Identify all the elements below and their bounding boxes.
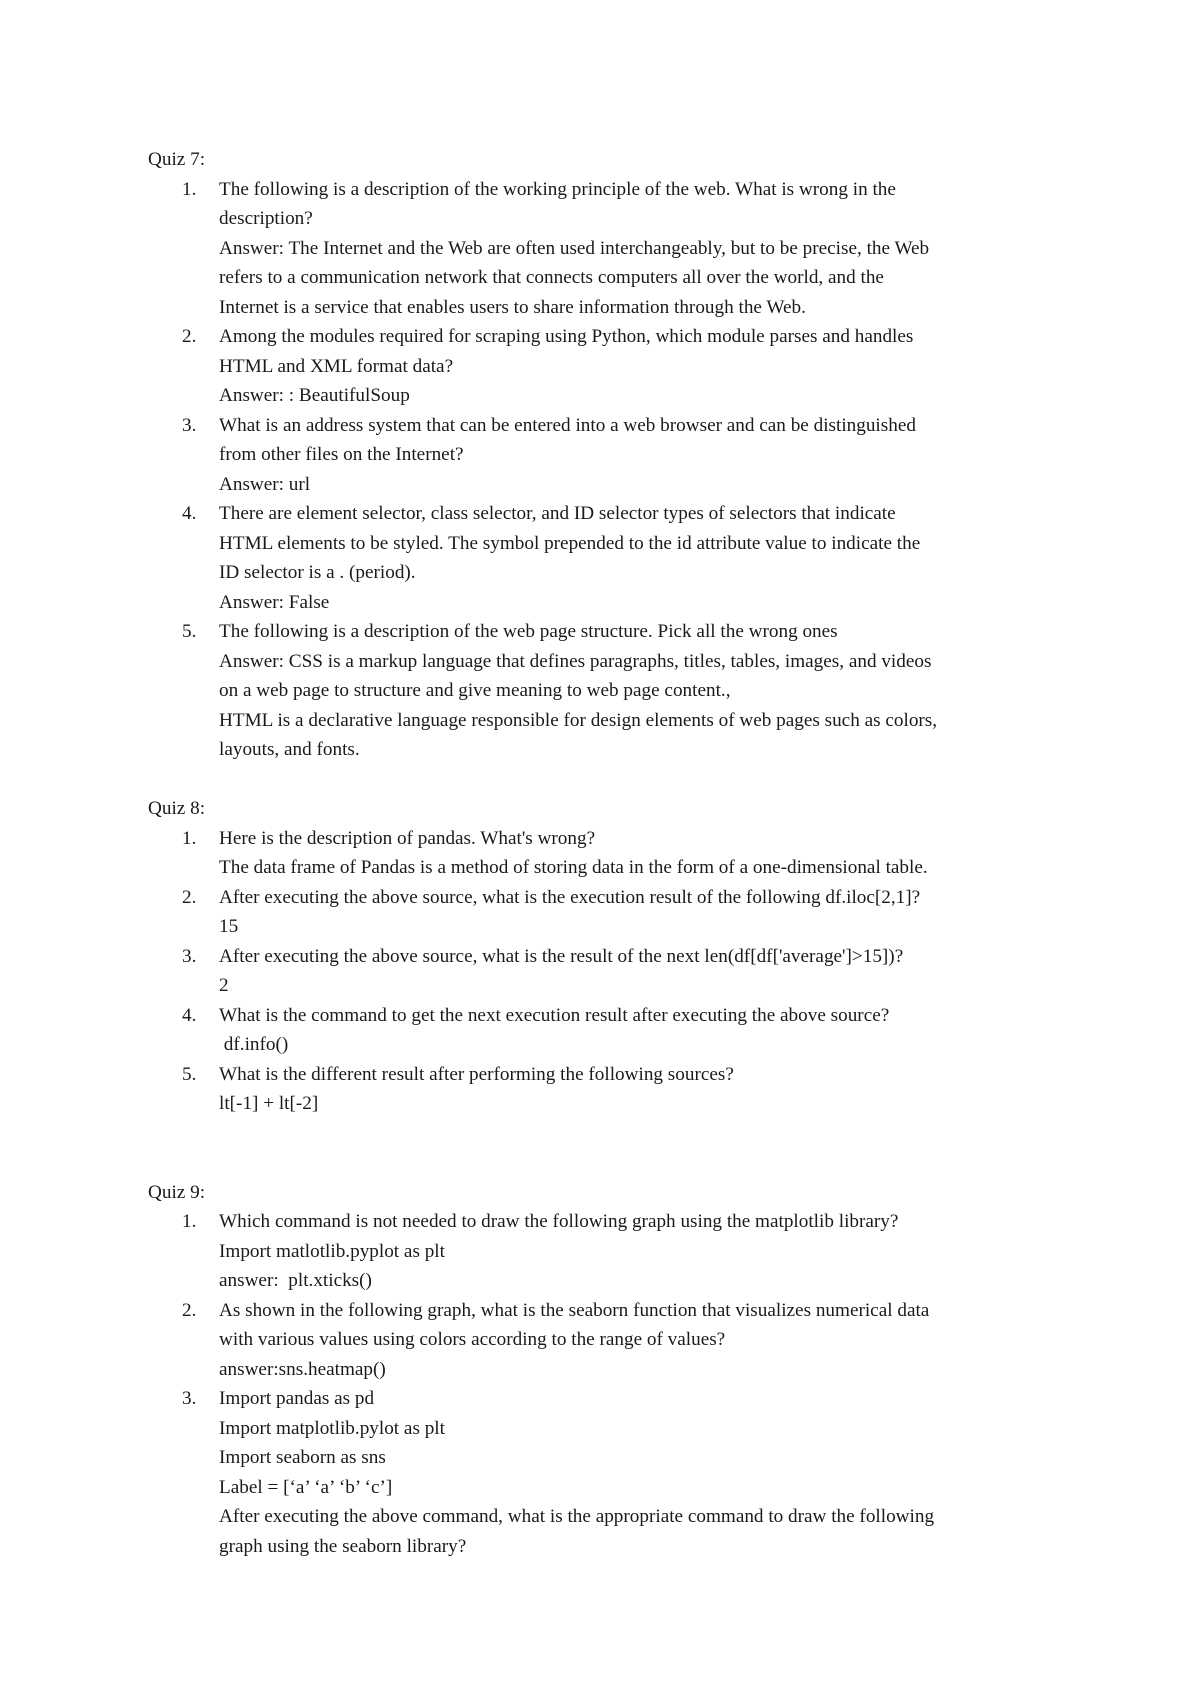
quiz-title: Quiz 7:	[148, 149, 206, 170]
quiz-title: Quiz 9:	[148, 1181, 206, 1203]
question-line: As shown in the following graph, what is the seaborn function that visualizes numerical data	[219, 1299, 930, 1321]
question-line: The following is a description of the working principle of the web. What is wrong in the	[219, 178, 896, 200]
answer-line: Answer: False	[219, 591, 330, 613]
question-list	[148, 175, 1068, 765]
quiz-8-section	[148, 794, 1068, 1119]
question-item	[148, 1296, 1068, 1385]
question-item	[148, 175, 1068, 323]
question-line: HTML and XML format data?	[219, 355, 454, 377]
section-spacer	[148, 765, 1068, 795]
document-page	[148, 145, 1068, 1561]
code-line: Import pandas as pd	[219, 1388, 375, 1409]
question-number: 2.	[182, 1299, 197, 1321]
question-number: 1.	[182, 1211, 197, 1232]
question-line: What is the command to get the next execution result after executing the above source?	[219, 1004, 890, 1026]
question-line: After executing the above source, what is the result of the next len(df[df['average']>15])?	[219, 945, 904, 967]
question-number: 1.	[182, 178, 197, 200]
question-number: 4.	[182, 1004, 197, 1026]
question-line: from other files on the Internet?	[219, 444, 464, 465]
question-list	[148, 824, 1068, 1119]
question-line: ID selector is a . (period).	[219, 562, 416, 583]
question-number: 2.	[182, 886, 197, 908]
answer-line: layouts, and fonts.	[219, 739, 360, 760]
question-number: 3.	[182, 1388, 197, 1409]
answer-line: Answer: url	[219, 473, 311, 495]
question-list	[148, 1207, 1068, 1561]
code-line: Import matplotlib.pylot as plt	[219, 1417, 445, 1439]
answer-line: answer: plt.xticks()	[219, 1270, 372, 1291]
answer-line: Answer: The Internet and the Web are often used interchangeably, but to be precise, the Web	[219, 237, 930, 259]
question-item	[148, 942, 1068, 1001]
code-line: Label = [‘a’ ‘a’ ‘b’ ‘c’]	[219, 1476, 393, 1498]
section-spacer	[148, 1119, 1068, 1178]
question-number: 3.	[182, 945, 197, 967]
quiz-9-section	[148, 1178, 1068, 1562]
code-line: Import seaborn as sns	[219, 1447, 386, 1468]
question-line: After executing the above source, what is the execution result of the following df.iloc[2,1]?	[219, 886, 921, 908]
answer-line: Internet is a service that enables users to share information through the Web.	[219, 296, 806, 318]
quiz-title: Quiz 8:	[148, 798, 206, 819]
question-number: 5.	[182, 1063, 197, 1085]
question-line: description?	[219, 208, 313, 229]
question-item	[148, 824, 1068, 883]
question-line: The following is a description of the web page structure. Pick all the wrong ones	[219, 621, 838, 642]
question-item	[148, 617, 1068, 765]
question-line: What is the different result after performing the following sources?	[219, 1063, 734, 1085]
question-line: After executing the above command, what is the appropriate command to draw the following	[219, 1506, 935, 1527]
answer-line: The data frame of Pandas is a method of storing data in the form of a one-dimensional table.	[219, 857, 928, 878]
question-line: Here is the description of pandas. What's wrong?	[219, 827, 596, 849]
answer-line: on a web page to structure and give meaning to web page content.,	[219, 680, 731, 701]
question-number: 5.	[182, 621, 197, 642]
answer-line: lt[-1] + lt[-2]	[219, 1093, 319, 1114]
question-line: What is an address system that can be entered into a web browser and can be distinguished	[219, 414, 916, 436]
question-item	[148, 1207, 1068, 1296]
code-line: Import matlotlib.pyplot as plt	[219, 1240, 445, 1262]
answer-line: 15	[219, 916, 239, 937]
answer-line: Answer: : BeautifulSoup	[219, 385, 410, 406]
question-line: Among the modules required for scraping using Python, which module parses and handles	[219, 326, 914, 347]
question-item	[148, 322, 1068, 411]
question-line: HTML elements to be styled. The symbol prepended to the id attribute value to indicate the	[219, 532, 921, 554]
question-item	[148, 1060, 1068, 1119]
question-item	[148, 1384, 1068, 1561]
question-line: There are element selector, class selector, and ID selector types of selectors that indicate	[219, 503, 896, 524]
question-item	[148, 1001, 1068, 1060]
answer-line: HTML is a declarative language responsible for design elements of web pages such as colors,	[219, 709, 938, 731]
answer-line: refers to a communication network that connects computers all over the world, and the	[219, 267, 884, 288]
answer-line: df.info()	[219, 1034, 289, 1055]
answer-line: answer:sns.heatmap()	[219, 1358, 386, 1380]
question-line: with various values using colors according to the range of values?	[219, 1329, 726, 1350]
question-line: graph using the seaborn library?	[219, 1535, 467, 1557]
question-line: Which command is not needed to draw the following graph using the matplotlib library?	[219, 1211, 899, 1232]
question-number: 4.	[182, 503, 197, 524]
answer-line: 2	[219, 975, 229, 996]
question-item	[148, 499, 1068, 617]
question-item	[148, 883, 1068, 942]
question-item	[148, 411, 1068, 500]
question-number: 2.	[182, 326, 197, 347]
question-number: 1.	[182, 827, 197, 849]
quiz-7-section	[148, 145, 1068, 765]
question-number: 3.	[182, 414, 197, 436]
answer-line: Answer: CSS is a markup language that defines paragraphs, titles, tables, images, and videos	[219, 650, 932, 672]
